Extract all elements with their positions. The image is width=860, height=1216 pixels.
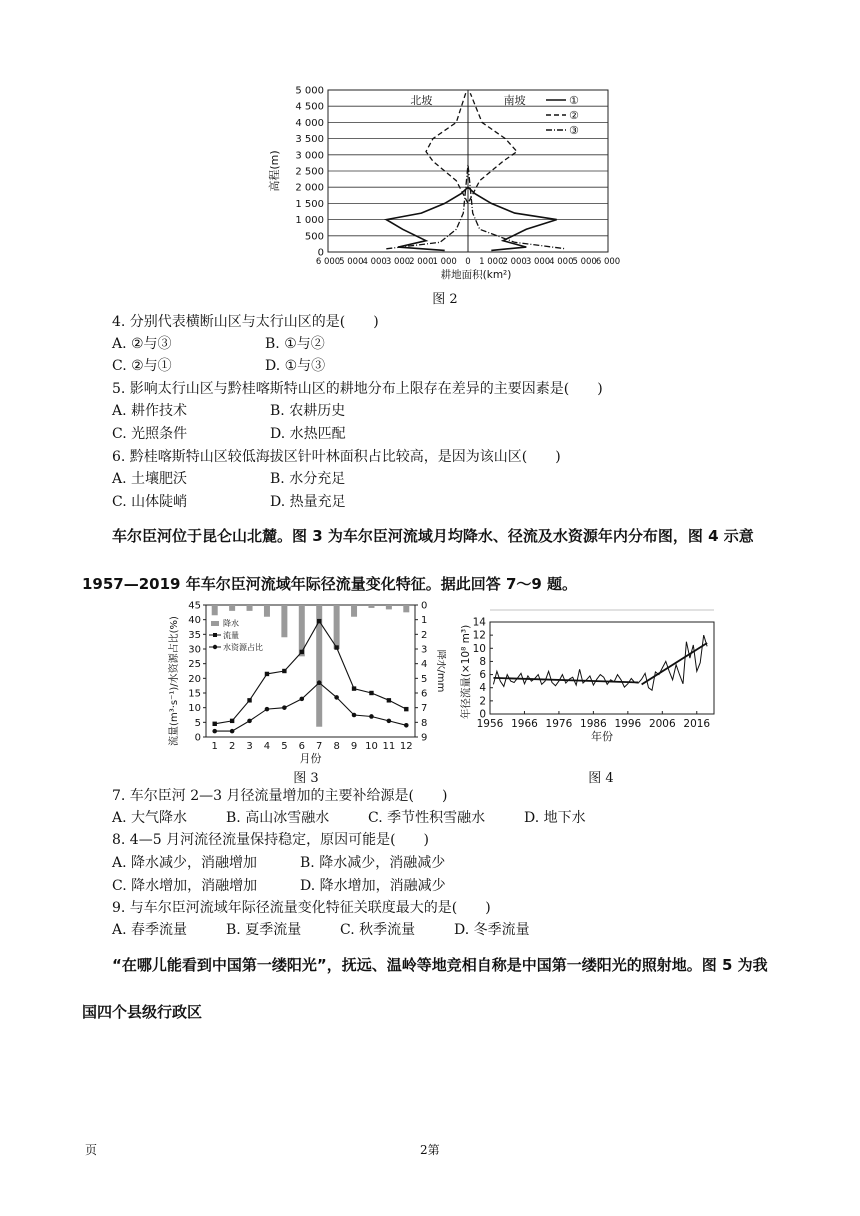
question-7-stem: 7. 车尔臣河 2—3 月径流量增加的主要补给源是( )	[112, 788, 448, 804]
fig2-xtick-label: 6 000	[315, 257, 341, 267]
fig2-xtick-label: 6 000	[595, 257, 621, 267]
fig3-precip-bar	[212, 605, 218, 615]
fig4-ytick-label: 8	[479, 655, 486, 668]
fig3-water-share-point	[404, 723, 409, 728]
fig3-legend-flow-swatch	[213, 633, 217, 637]
question-4-option-b: B. ①与②	[265, 336, 325, 352]
fig3-left-tick-label: 5	[194, 717, 201, 729]
fig4-xtick-label: 1986	[580, 718, 607, 730]
fig3-precip-bar	[368, 605, 374, 608]
fig3-xtick-label: 7	[316, 741, 323, 752]
fig3-left-tick-label: 35	[188, 629, 201, 641]
fig3-flow-point	[334, 645, 338, 649]
fig2-legend-label-1: ①	[569, 94, 579, 107]
fig2-ylabel: 高程(m)	[268, 150, 281, 192]
question-5-option-b: B. 农耕历史	[270, 403, 346, 419]
fig2-xlabel: 耕地面积(km²)	[440, 269, 512, 281]
fig2-xtick-label: 4 000	[362, 257, 387, 267]
fig3-xtick-label: 6	[298, 741, 305, 752]
question-5-option-c: C. 光照条件	[112, 426, 188, 442]
fig3-flow-point	[317, 619, 321, 623]
figure-2	[260, 82, 630, 288]
fig3-xtick-label: 9	[350, 741, 358, 752]
fig3-right-tick-label: 0	[421, 600, 428, 612]
fig3-water-share-point	[299, 697, 304, 702]
figure-3-chart	[166, 597, 446, 783]
fig4-ytick-label: 0	[479, 708, 486, 721]
fig3-legend-share-swatch	[213, 645, 217, 649]
intro-paragraph-1-line-2: 1957—2019 年车尔臣河流域年际径流量变化特征。据此回答 7～9 题。	[82, 575, 578, 593]
fig2-xtick-label: 4 000	[549, 257, 574, 267]
fig2-xtick-label: 2 000	[409, 257, 434, 267]
fig3-right-tick-label: 4	[421, 659, 428, 671]
question-4-stem: 4. 分别代表横断山区与太行山区的是( )	[112, 314, 379, 330]
fig3-flow-point	[230, 719, 234, 723]
fig2-ytick-label: 500	[304, 231, 324, 243]
fig3-water-share-point	[369, 714, 374, 719]
fig3-right-tick-label: 1	[421, 615, 428, 627]
fig3-right-tick-label: 6	[421, 688, 428, 700]
fig4-ytick-label: 6	[479, 669, 486, 682]
question-6-option-d: D. 热量充足	[270, 494, 346, 510]
fig3-right-tick-label: 5	[421, 673, 428, 685]
figure-4-chart	[458, 608, 728, 778]
fig3-right-tick-label: 7	[421, 703, 428, 715]
question-4-option-a: A. ②与③	[112, 336, 172, 352]
fig3-precip-bar	[264, 605, 270, 617]
fig2-xtick-label: 1 000	[479, 257, 504, 267]
fig2-xtick-label: 1 000	[432, 257, 457, 267]
fig3-right-tick-label: 9	[421, 732, 428, 744]
question-8-stem: 8. 4—5 月河流径流量保持稳定，原因可能是( )	[112, 832, 429, 848]
fig3-ylabel-left: 流量(m³·s⁻¹)/水资源占比(%)	[169, 616, 180, 746]
fig4-plot-frame	[490, 622, 714, 714]
question-9-option-b: B. 夏季流量	[226, 922, 302, 938]
fig3-left-tick-label: 45	[188, 600, 201, 612]
question-7-option-a: A. 大气降水	[112, 810, 188, 826]
fig3-precip-bar	[351, 605, 357, 617]
fig4-xtick-label: 1966	[511, 718, 538, 730]
fig2-south-slope-label: 南坡	[503, 94, 526, 107]
fig3-xtick-label: 12	[399, 741, 413, 752]
fig2-xtick-label: 3 000	[385, 257, 411, 267]
question-6-stem: 6. 黔桂喀斯特山区较低海拔区针叶林面积占比较高，是因为该山区( )	[112, 449, 561, 465]
fig4-ytick-label: 10	[472, 642, 486, 655]
intro-paragraph-2-line-1: “在哪儿能看到中国第一缕阳光”，抚远、温岭等地竞相自称是中国第一缕阳光的照射地。图 5 为我	[112, 956, 768, 974]
figure-2-caption: 图 2	[432, 292, 458, 307]
question-6-option-a: A. 土壤肥沃	[112, 471, 188, 487]
fig4-xtick-label: 2016	[683, 718, 711, 730]
fig4-xtick-label: 1996	[614, 718, 642, 730]
fig3-flow-point	[282, 669, 286, 673]
figure-2-chart	[260, 82, 630, 288]
fig3-precip-bar	[247, 605, 253, 611]
fig3-flow-point	[387, 698, 391, 702]
fig2-north-slope-label: 北坡	[410, 94, 433, 107]
fig4-trend-line-2	[642, 643, 707, 684]
fig3-precip-bar	[403, 605, 409, 612]
fig3-legend-precip-label: 降水	[223, 619, 239, 628]
question-9-option-c: C. 秋季流量	[340, 922, 416, 938]
figure-4	[458, 608, 728, 778]
fig3-left-tick-label: 15	[188, 688, 201, 700]
fig3-legend-flow-label: 流量	[223, 631, 239, 640]
intro-paragraph-1-line-1: 车尔臣河位于昆仑山北麓。图 3 为车尔臣河流域月均降水、径流及水资源年内分布图，图 4 示意	[112, 527, 754, 545]
fig2-xtick-label: 3 000	[525, 257, 551, 267]
fig2-xtick-label: 5 000	[572, 257, 597, 267]
question-8-option-b: B. 降水减少，消融减少	[300, 855, 446, 871]
fig3-water-share-point	[317, 680, 322, 685]
fig3-water-share-point	[282, 705, 287, 710]
question-8-option-a: A. 降水减少，消融增加	[112, 855, 258, 871]
fig3-left-tick-label: 30	[188, 644, 201, 656]
fig2-ytick-label: 2 000	[295, 182, 324, 194]
figure-4-caption: 图 4	[588, 771, 614, 786]
fig3-precip-bar	[229, 605, 235, 611]
fig2-ytick-label: 1 500	[295, 198, 324, 210]
fig2-xtick-label: 2 000	[502, 257, 527, 267]
fig3-flow-point	[300, 650, 304, 654]
footer-left: 页	[85, 1143, 98, 1157]
fig3-left-tick-label: 10	[188, 703, 201, 715]
fig3-legend-share-label: 水资源占比	[223, 643, 263, 652]
fig3-xtick-label: 11	[382, 741, 396, 752]
fig2-xtick-label: 5 000	[339, 257, 364, 267]
fig3-xtick-label: 8	[333, 741, 340, 752]
fig3-xtick-label: 1	[211, 741, 218, 752]
fig4-xtick-label: 1956	[476, 718, 504, 730]
fig2-ytick-label: 0	[317, 247, 324, 259]
fig3-flow-point	[247, 698, 251, 702]
fig3-flow-point	[352, 686, 356, 690]
fig4-ylabel: 年径流量(×10⁸ m³)	[460, 624, 472, 720]
fig3-flow-point	[369, 691, 373, 695]
fig3-left-tick-label: 20	[188, 673, 201, 685]
fig3-right-tick-label: 3	[421, 644, 428, 656]
question-9-option-a: A. 春季流量	[112, 922, 188, 938]
figure-3-caption: 图 3	[293, 771, 319, 786]
fig3-flow-point	[213, 722, 217, 726]
question-9-option-d: D. 冬季流量	[454, 922, 530, 938]
fig3-right-tick-label: 8	[421, 717, 428, 729]
fig3-water-share-point	[334, 695, 339, 700]
fig3-precip-bar	[281, 605, 287, 637]
question-4-option-c: C. ②与①	[112, 358, 172, 374]
fig3-xtick-label: 3	[246, 741, 253, 752]
question-6-option-c: C. 山体陡峭	[112, 494, 188, 510]
fig2-ytick-label: 2 500	[295, 166, 324, 178]
fig4-xtick-label: 2006	[648, 718, 676, 730]
fig3-xlabel: 月份	[299, 752, 322, 765]
fig3-ylabel-right: 降水/mm	[435, 649, 446, 693]
fig3-left-tick-label: 25	[188, 659, 201, 671]
fig3-xtick-label: 10	[365, 741, 378, 752]
fig3-legend-precip-swatch	[211, 621, 219, 626]
fig3-water-share-point	[212, 729, 217, 734]
figure-3	[166, 597, 446, 783]
fig3-left-tick-label: 40	[188, 615, 201, 627]
fig3-water-share-point	[387, 719, 392, 724]
question-8-option-d: D. 降水增加，消融减少	[300, 878, 446, 894]
question-7-option-c: C. 季节性积雪融水	[368, 810, 486, 826]
fig4-ytick-label: 2	[479, 695, 486, 708]
intro-paragraph-2-line-2: 国四个县级行政区	[82, 1003, 203, 1021]
fig2-ytick-label: 3 500	[295, 134, 324, 146]
question-5-option-a: A. 耕作技术	[112, 403, 188, 419]
fig2-ytick-label: 5 000	[295, 85, 324, 97]
fig2-legend-label-3: ③	[569, 124, 579, 137]
fig2-legend-label-2: ②	[569, 109, 579, 122]
fig4-ytick-label: 14	[472, 616, 486, 629]
fig4-ytick-label: 12	[472, 629, 486, 642]
fig4-ytick-label: 4	[479, 682, 486, 695]
question-5-stem: 5. 影响太行山区与黔桂喀斯特山区的耕地分布上限存在差异的主要因素是( )	[112, 381, 603, 397]
fig2-ytick-label: 4 500	[295, 101, 324, 113]
fig3-flow-line	[215, 621, 407, 724]
question-6-option-b: B. 水分充足	[270, 471, 346, 487]
fig3-xtick-label: 4	[263, 741, 271, 752]
footer-page-number: 2第	[420, 1143, 440, 1157]
question-7-option-b: B. 高山冰雪融水	[226, 810, 330, 826]
fig3-precip-bar	[334, 605, 340, 649]
fig4-xtick-label: 1976	[545, 718, 573, 730]
question-8-option-c: C. 降水增加，消融增加	[112, 878, 258, 894]
fig4-xlabel: 年份	[591, 730, 613, 743]
fig3-xtick-label: 2	[228, 741, 236, 752]
question-7-option-d: D. 地下水	[524, 810, 586, 826]
fig3-water-share-point	[230, 729, 235, 734]
fig3-precip-bar	[386, 605, 392, 609]
fig3-water-share-point	[352, 713, 357, 718]
fig3-water-share-point	[265, 707, 270, 712]
fig2-ytick-label: 3 000	[295, 150, 324, 162]
question-5-option-d: D. 水热匹配	[270, 426, 346, 442]
fig3-flow-point	[265, 672, 269, 676]
fig3-xtick-label: 5	[281, 741, 288, 752]
fig2-ytick-label: 1 000	[295, 215, 324, 227]
fig3-left-tick-label: 0	[194, 732, 201, 744]
fig3-right-tick-label: 2	[421, 629, 428, 641]
fig3-flow-point	[404, 707, 408, 711]
question-4-option-d: D. ①与③	[265, 358, 326, 374]
fig2-ytick-label: 4 000	[295, 117, 324, 129]
fig2-xtick-label: 0	[465, 257, 471, 267]
question-9-stem: 9. 与车尔臣河流域年际径流量变化特征关联度最大的是( )	[112, 900, 491, 916]
fig3-water-share-point	[247, 719, 252, 724]
